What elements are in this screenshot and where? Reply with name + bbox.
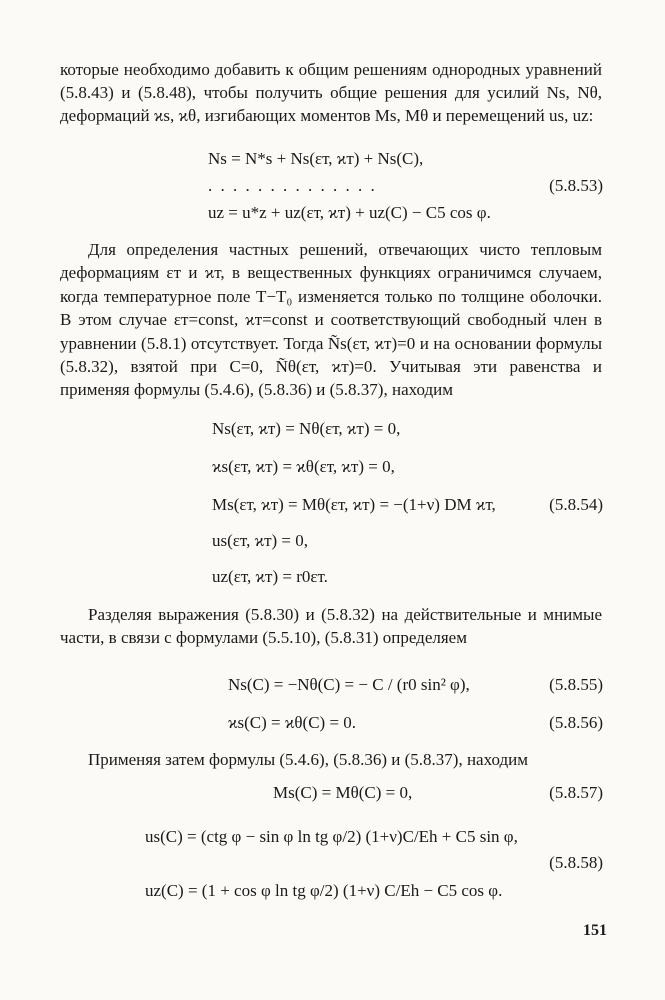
paragraph-1: которые необходимо добавить к общим решениям однородных уравнений (5.8.43) и (5.8.48), чтобы получить общие решения для усилий Ns, Nθ, деформаций ϰs, ϰθ, изгибающих моментов Ms, Mθ и перемещений us, uz: xyxy=(60,60,602,125)
eq-5-8-56-text: ϰs(C) = ϰθ(C) = 0. xyxy=(228,713,357,732)
eq-5-8-58-line1: us(C) = (ctg φ − sin φ ln tg φ/2) (1+ν)C/Eh + C5 sin φ, xyxy=(145,827,518,846)
equation-number-5-8-53: (5.8.53) xyxy=(549,176,603,195)
paragraph-4: Применяя затем формулы (5.4.6), (5.8.36) и (5.8.37), находим xyxy=(88,750,528,769)
eq-5-8-54-line2: ϰs(εт, ϰт) = ϰθ(εт, ϰт) = 0, xyxy=(212,457,395,476)
eq-5-8-54-line5: uz(εт, ϰт) = r0εт. xyxy=(212,567,328,586)
paragraph-3: Разделяя выражения (5.8.30) и (5.8.32) на действительные и мнимые части, в связи с формулами (5.5.10), (5.8.31) определяем xyxy=(60,605,602,647)
equation-number-5-8-58: (5.8.58) xyxy=(549,853,603,872)
eq-5-8-58-line2: uz(C) = (1 + cos φ ln tg φ/2) (1+ν) C/Eh − C5 cos φ. xyxy=(145,881,503,900)
eq-5-8-54-line4: us(εт, ϰт) = 0, xyxy=(212,531,309,550)
eq-5-8-55-text: Ns(C) = −Nθ(C) = − C / (r0 sin² φ), xyxy=(228,675,470,694)
eq-5-8-53-line2: . . . . . . . . . . . . . . xyxy=(208,176,377,195)
equation-number-5-8-54: (5.8.54) xyxy=(549,495,603,514)
paragraph-2: Для определения частных решений, отвечающих чисто тепловым деформациям εт и ϰт, в вещественных функциях ограничимся случаем, когда температурное поле T−T₀ изменяется только по толщине оболочки. В этом случае εт=const, ϰт=const и соответствующий свободный член в уравнении (5.8.1) отсутствует. Тогда Ñs(εт, ϰт)=0 и на основании формулы (5.8.32), взятой при C=0, Ñθ(εт, ϰт)=0. Учитывая эти равенства и применяя формулы (5.4.6), (5.8.36) и (5.8.37), находим xyxy=(60,240,602,400)
eq-5-8-53-line3: uz = u*z + uz(εт, ϰт) + uz(C) − C5 cos φ. xyxy=(208,203,491,222)
eq-5-8-53-line1: Ns = N*s + Ns(εт, ϰт) + Ns(C), xyxy=(208,149,424,168)
equation-number-5-8-57: (5.8.57) xyxy=(549,783,603,802)
page-number: 151 xyxy=(583,922,607,939)
equation-number-5-8-56: (5.8.56) xyxy=(549,713,603,732)
eq-5-8-54-line3: Ms(εт, ϰт) = Mθ(εт, ϰт) = −(1+ν) DM ϰт, xyxy=(212,495,496,514)
equation-number-5-8-55: (5.8.55) xyxy=(549,675,603,694)
eq-5-8-57-text: Ms(C) = Mθ(C) = 0, xyxy=(273,783,413,802)
eq-5-8-54-line1: Ns(εт, ϰт) = Nθ(εт, ϰт) = 0, xyxy=(212,419,401,438)
